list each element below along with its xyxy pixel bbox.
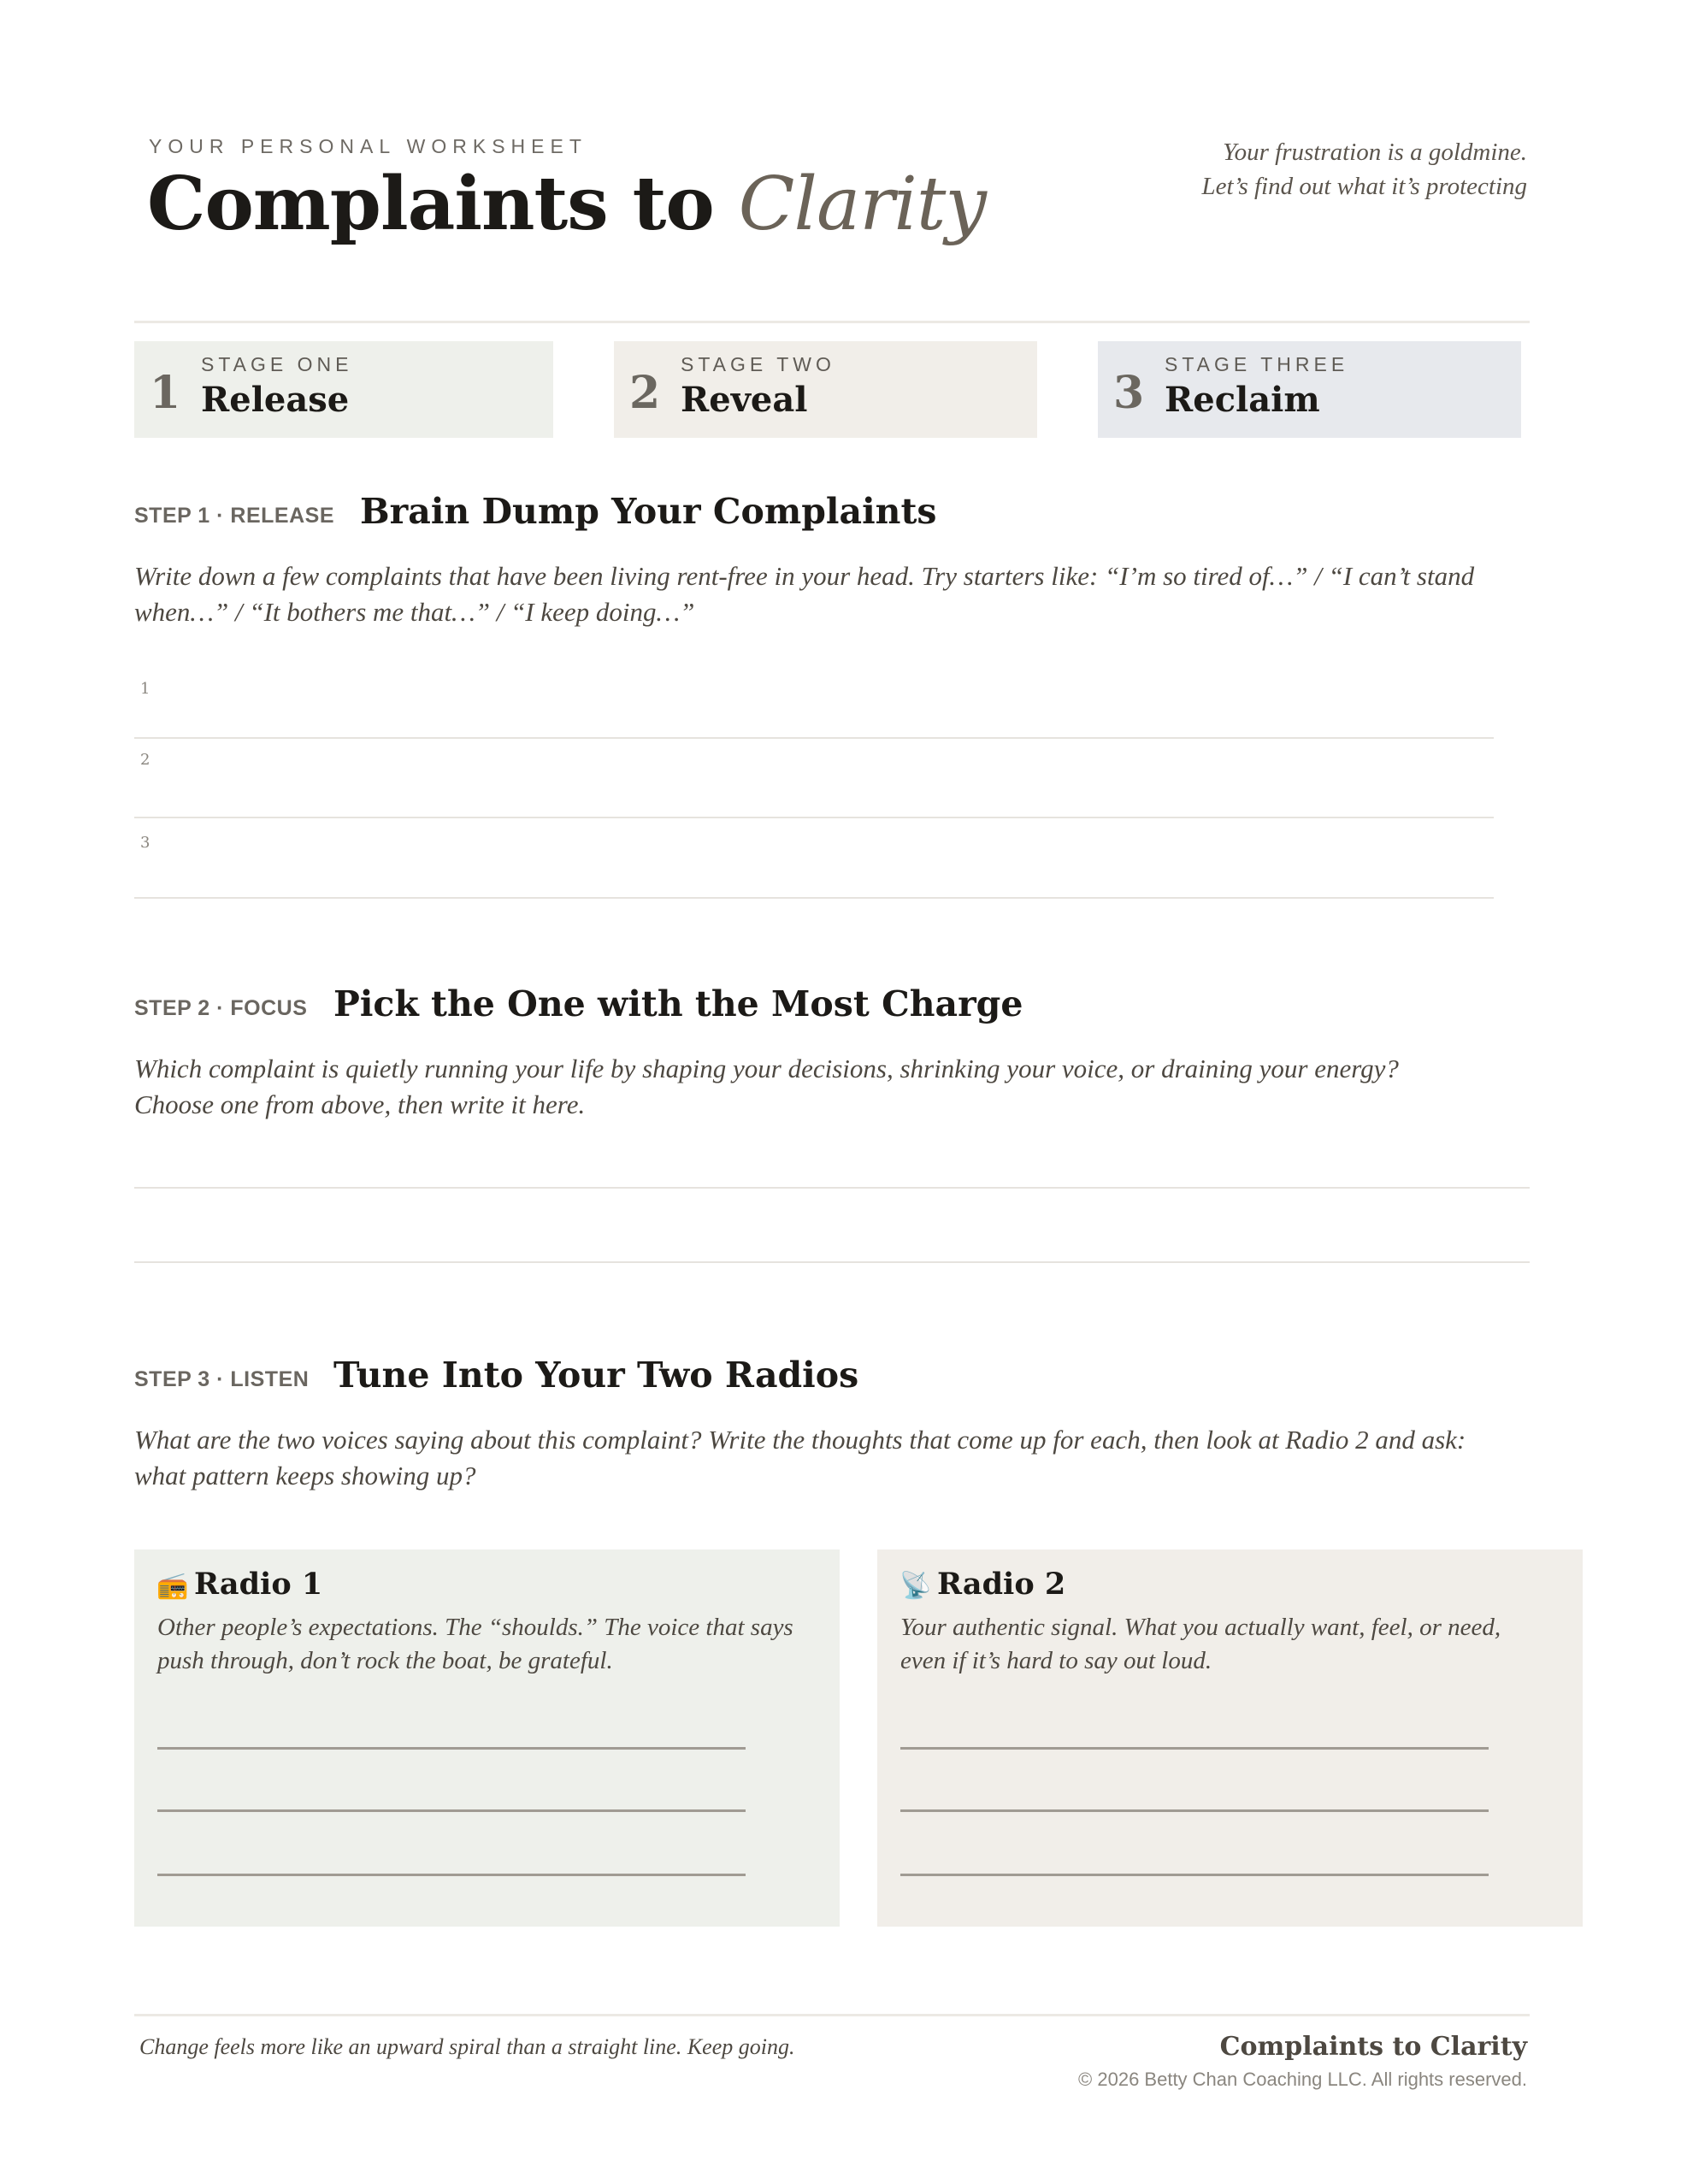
stage-number: 3 bbox=[1113, 367, 1145, 419]
stage-number: 2 bbox=[629, 367, 661, 419]
write-line bbox=[134, 817, 1494, 818]
write-line bbox=[134, 1261, 1530, 1263]
radio-2-card bbox=[877, 1549, 1583, 1927]
stage-name: Reveal bbox=[681, 380, 808, 420]
stage-number: 1 bbox=[150, 367, 181, 419]
step-1-label: STEP 1 · RELEASE bbox=[134, 504, 334, 528]
complaint-input-1[interactable] bbox=[134, 665, 1494, 735]
complaint-input-2[interactable] bbox=[134, 741, 1494, 816]
radio-title-text: Radio 2 bbox=[937, 1567, 1066, 1602]
radio-2-title bbox=[899, 1567, 1065, 1602]
write-line bbox=[134, 737, 1494, 739]
step-3-label: STEP 3 · LISTEN bbox=[134, 1367, 310, 1391]
radio-2-write-line[interactable] bbox=[900, 1747, 1489, 1750]
write-line bbox=[134, 897, 1494, 899]
step-2-prompt: Which complaint is quietly running your life by shaping your decisions, shrinking your voice, or draining your energy? Choose one from above, then write it here. bbox=[134, 1054, 1399, 1119]
radio-1-card bbox=[134, 1549, 840, 1927]
write-line bbox=[134, 1187, 1530, 1189]
page-title bbox=[147, 161, 986, 247]
stage-name: Reclaim bbox=[1165, 380, 1320, 420]
radio-2-description: Your authentic signal. What you actually want, feel, or need, even if it’s hard to say out loud. bbox=[900, 1614, 1501, 1674]
worksheet-eyebrow: YOUR PERSONAL WORKSHEET bbox=[149, 135, 587, 157]
radio-2-write-line[interactable] bbox=[900, 1809, 1489, 1812]
footer-copyright: © 2026 Betty Chan Coaching LLC. All rights reserved. bbox=[1078, 2069, 1527, 2090]
footer-divider bbox=[134, 2014, 1530, 2016]
tagline bbox=[1201, 135, 1527, 204]
stage-label: STAGE ONE bbox=[201, 353, 353, 375]
footer-brand: Complaints to Clarity bbox=[1219, 2032, 1527, 2062]
stage-three-card bbox=[1098, 341, 1521, 438]
step-3-prompt: What are the two voices saying about this complaint? Write the thoughts that come up for each, then look at Radio 2 and ask: what pattern keeps showing up? bbox=[134, 1425, 1466, 1490]
radio-icon: 📻 bbox=[156, 1571, 189, 1601]
step-2-label: STEP 2 · FOCUS bbox=[134, 996, 308, 1020]
stage-two-card bbox=[614, 341, 1037, 438]
chosen-complaint-input[interactable] bbox=[134, 1129, 1530, 1261]
step-3-heading: Tune Into Your Two Radios bbox=[333, 1355, 859, 1396]
footer-quote: Change feels more like an upward spiral than a straight line. Keep going. bbox=[139, 2034, 795, 2059]
radio-1-title bbox=[156, 1567, 322, 1602]
radio-1-description: Other people’s expectations. The “shoulds.” The voice that says push through, don’t rock the boat, be grateful. bbox=[157, 1614, 793, 1674]
step-1-heading: Brain Dump Your Complaints bbox=[360, 491, 937, 532]
radio-2-write-line[interactable] bbox=[900, 1874, 1489, 1876]
step-1-prompt: Write down a few complaints that have been living rent-free in your head. Try starters like: “I’m so tired of…” / “I can’t stand when…” / “It bothers me that…” / “I keep doing…” bbox=[134, 561, 1475, 627]
radio-1-write-line[interactable] bbox=[157, 1747, 746, 1750]
title-accent: Clarity bbox=[738, 162, 986, 247]
stage-name: Release bbox=[201, 380, 350, 420]
radio-title-text: Radio 1 bbox=[194, 1567, 323, 1602]
satellite-antenna-icon: 📡 bbox=[899, 1571, 932, 1601]
stage-one-card bbox=[134, 341, 553, 438]
tagline-line-1: Your frustration is a goldmine. bbox=[1223, 139, 1527, 166]
line-number: 1 bbox=[140, 680, 150, 698]
header-divider bbox=[134, 321, 1530, 323]
radio-1-write-line[interactable] bbox=[157, 1809, 746, 1812]
stage-label: STAGE THREE bbox=[1165, 353, 1349, 375]
line-number: 3 bbox=[140, 834, 150, 852]
title-main: Complaints to bbox=[147, 161, 714, 247]
radio-1-write-line[interactable] bbox=[157, 1874, 746, 1876]
stage-label: STAGE TWO bbox=[681, 353, 835, 375]
complaint-input-3[interactable] bbox=[134, 820, 1494, 895]
tagline-line-2: Let’s find out what it’s protecting bbox=[1201, 173, 1527, 200]
line-number: 2 bbox=[140, 751, 150, 769]
step-2-heading: Pick the One with the Most Charge bbox=[333, 983, 1023, 1024]
